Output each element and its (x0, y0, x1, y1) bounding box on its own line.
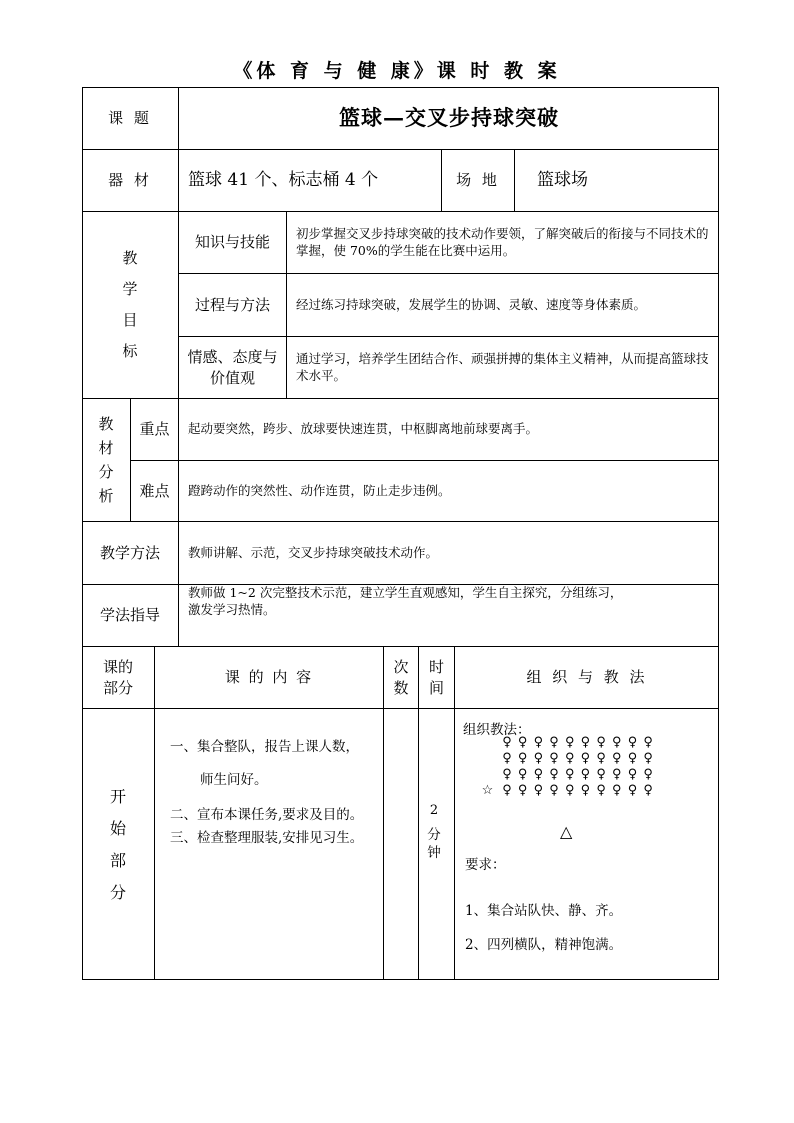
objectives-label (82, 212, 179, 399)
part-header-line: 课的 (102, 658, 133, 677)
student-symbol: ♀ (502, 735, 512, 750)
analysis-label (82, 399, 131, 522)
student-symbol: ♀ (549, 783, 559, 798)
formation-row (480, 783, 730, 799)
attitude-label (179, 337, 287, 399)
start-part-char: 始 (109, 818, 126, 838)
student-symbol: ♀ (596, 735, 606, 750)
count-header (384, 647, 419, 709)
student-symbol: ♀ (564, 751, 575, 766)
formation-row (480, 751, 730, 767)
process-method-text: 经过练习持球突破，发展学生的协调、灵敏、速度等身体素质。 (287, 274, 719, 337)
time-value: 2 (429, 803, 439, 818)
objectives-char: 目 (122, 311, 138, 329)
difficulty-label: 难点 (131, 461, 179, 522)
formation-row (480, 767, 730, 783)
process-method-label: 过程与方法 (179, 274, 287, 337)
content-line-2: 师生问好。 (200, 772, 268, 788)
formation-diagram (480, 735, 730, 799)
content-header: 课 的 内 容 (155, 647, 384, 709)
student-symbol: ♀ (643, 767, 653, 782)
venue-value: 篮球场 (515, 150, 719, 212)
student-symbol: ♀ (580, 767, 591, 782)
formation-row (480, 735, 730, 751)
student-symbol: ♀ (627, 735, 638, 750)
analysis-char: 材 (98, 439, 114, 457)
difficulty-text: 蹬跨动作的突然性、动作连贯，防止走步违例。 (179, 461, 719, 522)
key-point-text: 起动要突然，跨步、放球要快速连贯，中枢脚离地前球要离手。 (179, 399, 719, 461)
student-symbol: ♀ (627, 783, 638, 798)
part-header-line: 部分 (102, 678, 133, 697)
student-symbol: ♀ (533, 735, 544, 750)
time-unit (426, 826, 442, 862)
requirements-title: 要求： (465, 857, 506, 873)
start-count-cell (384, 709, 419, 980)
time-header-char: 时 (428, 658, 444, 677)
key-point-label: 重点 (131, 399, 179, 461)
student-symbol: ♀ (627, 751, 638, 766)
start-part-label (82, 709, 155, 980)
student-symbol: ♀ (596, 751, 606, 766)
student-symbol: ♀ (643, 751, 653, 766)
document-title: 《体 育 与 健 康》课 时 教 案 (233, 60, 561, 82)
student-symbol: ♀ (580, 751, 591, 766)
content-line-3: 二、宣布本课任务,要求及目的。 (170, 807, 364, 823)
student-symbol: ♀ (549, 735, 559, 750)
analysis-char: 教 (98, 415, 114, 433)
student-symbol: ♀ (549, 767, 559, 782)
time-unit-char: 钟 (427, 845, 441, 861)
count-header-char: 数 (393, 678, 409, 697)
student-symbol: ♀ (517, 783, 528, 798)
student-symbol: ♀ (596, 767, 606, 782)
start-part-char: 开 (109, 786, 126, 806)
attitude-label-line: 情感、态度与 (187, 348, 278, 367)
student-symbol: ♀ (643, 735, 653, 750)
student-symbol: ♀ (580, 735, 591, 750)
student-symbol: ♀ (517, 767, 528, 782)
venue-label: 场 地 (442, 150, 515, 212)
student-symbol: ♀ (533, 767, 544, 782)
instructor-symbol: △ (560, 822, 573, 841)
guidance-text (179, 585, 719, 647)
count-header-char: 次 (393, 658, 409, 677)
part-header (82, 647, 155, 709)
student-symbol: ♀ (502, 751, 512, 766)
requirement-item: 1、集合站队快、静、齐。 (465, 903, 623, 919)
student-symbol: ♀ (580, 783, 591, 798)
student-symbol: ♀ (627, 767, 638, 782)
analysis-char: 析 (98, 487, 114, 505)
lesson-label: 课 题 (82, 87, 179, 150)
attitude-label-line: 价值观 (209, 368, 255, 387)
requirement-item: 2、四列横队，精神饱满。 (465, 937, 623, 953)
objectives-char: 标 (122, 342, 138, 360)
time-header (419, 647, 455, 709)
equipment-label: 器 材 (82, 150, 179, 212)
guidance-line: 教师做 1~2 次完整技术示范，建立学生直观感知，学生自主探究，分组练习， (188, 585, 623, 600)
student-symbol: ♀ (564, 735, 575, 750)
time-unit-char: 分 (427, 827, 441, 843)
knowledge-skill-label: 知识与技能 (179, 212, 287, 274)
time-header-char: 间 (428, 678, 444, 697)
analysis-char: 分 (98, 463, 114, 481)
student-symbol: ♀ (564, 767, 575, 782)
student-symbol: ♀ (533, 783, 544, 798)
method-label: 教学方法 (82, 522, 179, 585)
content-line-1: 一、集合整队，报告上课人数， (170, 739, 359, 755)
student-symbol: ♀ (549, 751, 559, 766)
method-text: 教师讲解、示范，交叉步持球突破技术动作。 (179, 522, 719, 585)
org-header: 组 织 与 教 法 (455, 647, 719, 709)
student-symbol: ♀ (502, 783, 512, 798)
student-symbol: ♀ (564, 783, 575, 798)
attitude-text: 通过学习，培养学生团结合作、顽强拼搏的集体主义精神，从而提高篮球技术水平。 (287, 337, 719, 399)
knowledge-skill-text: 初步掌握交叉步持球突破的技术动作要领，了解突破后的衔接与不同技术的掌握，使 70%的学生能在比赛中运用。 (287, 212, 719, 274)
student-symbol: ♀ (596, 783, 606, 798)
objectives-char: 学 (122, 280, 138, 298)
equipment-value: 篮球 41 个、标志桶 4 个 (179, 150, 442, 212)
student-symbol: ♀ (612, 751, 622, 766)
org-title: 组织教法： (463, 722, 531, 738)
teacher-symbol: ☆ (481, 783, 494, 798)
student-symbol: ♀ (517, 751, 528, 766)
student-symbol: ♀ (533, 751, 544, 766)
start-part-char: 部 (109, 850, 126, 870)
start-part-char: 分 (109, 882, 126, 902)
lesson-title: 篮球—交叉步持球突破 (179, 87, 719, 150)
student-symbol: ♀ (643, 783, 653, 798)
student-symbol: ♀ (612, 767, 622, 782)
student-symbol: ♀ (502, 767, 512, 782)
objectives-char: 教 (122, 249, 138, 267)
guidance-line: 激发学习热情。 (188, 601, 276, 617)
student-symbol: ♀ (612, 735, 622, 750)
guidance-label: 学法指导 (82, 585, 179, 647)
student-symbol: ♀ (612, 783, 622, 798)
content-line-4: 三、检查整理服装,安排见习生。 (170, 830, 364, 846)
student-symbol: ♀ (517, 735, 528, 750)
